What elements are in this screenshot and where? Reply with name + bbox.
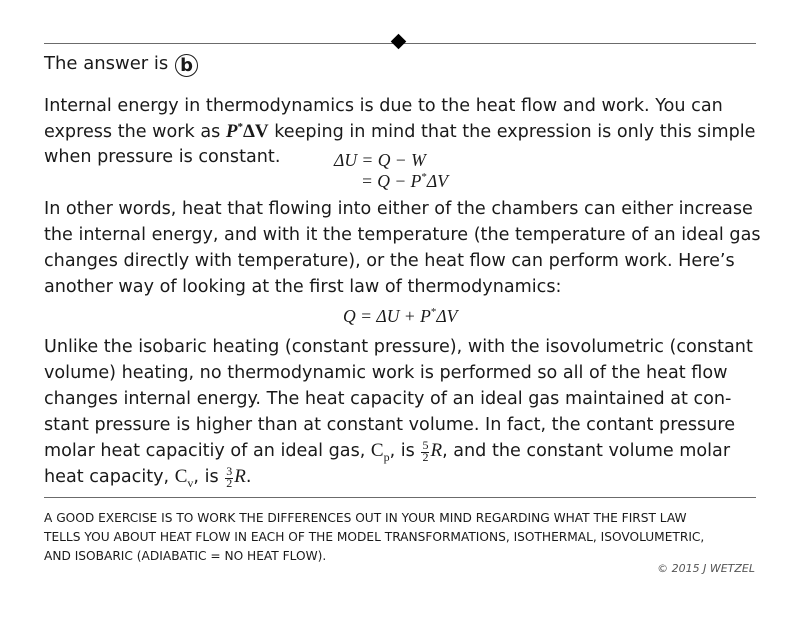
answer-choice-circle: b — [175, 54, 198, 77]
paragraph2-line1: In other words, heat that flowing into either of the chambers can either increase — [44, 199, 753, 219]
cp-letter: C — [370, 440, 384, 461]
equation1-row2 — [361, 171, 448, 191]
copyright-credit: © 2015 J WETZEL — [657, 562, 755, 575]
cv-fraction-denominator: 2 — [226, 476, 233, 490]
equation2 — [343, 306, 457, 326]
equation1-row1: ΔU = Q − W — [334, 150, 426, 170]
paragraph2-line2: the internal energy, and with it the temperature (the temperature of an ideal gas — [44, 225, 761, 245]
paragraph3-line6-before: heat capacity, — [44, 467, 175, 487]
paragraph3-line1: Unlike the isobaric heating (constant pressure), with the isovolumetric (constant — [44, 337, 753, 357]
paragraph3-line4: stant pressure is higher than at constant volume. In fact, the contant pressure — [44, 415, 736, 435]
paragraph3-line6-mid: , is — [193, 467, 225, 487]
exercise-note-line3: AND ISOBARIC (ADIABATIC = NO HEAT FLOW). — [44, 549, 327, 563]
paragraph3-line5 — [44, 440, 730, 462]
cp-fraction-numerator: 5 — [422, 438, 429, 452]
answer-line — [44, 53, 198, 77]
paragraph2-line4: another way of looking at the first law of thermodynamics: — [44, 277, 562, 297]
paragraph3-line5-mid: , is — [389, 441, 421, 461]
equation1-row2-star: * — [421, 171, 427, 183]
paragraph3-line5-after: , and the constant volume molar — [442, 441, 731, 461]
work-expression-dv: ΔV — [242, 121, 269, 142]
answer-prefix: The answer is — [44, 53, 169, 74]
paragraph3-line3: changes internal energy. The heat capacity of an ideal gas maintained at con- — [44, 389, 732, 409]
equation1-row2-suffix: ΔV — [426, 171, 448, 191]
exercise-note-line2: TELLS YOU ABOUT HEAT FLOW IN EACH OF THE MODEL TRANSFORMATIONS, ISOTHERMAL, ISOVOLUMETRIC, — [44, 530, 705, 544]
equation2-star: * — [430, 306, 437, 318]
cv-fraction — [224, 466, 234, 488]
paragraph1-line2-before: express the work as — [44, 122, 226, 142]
cp-subscript: p — [383, 450, 390, 464]
work-expression-star: * — [237, 121, 243, 133]
cp-symbol — [370, 440, 390, 464]
work-expression-p: P — [225, 121, 238, 142]
exercise-note — [44, 509, 760, 566]
bottom-divider — [44, 497, 756, 498]
equation2-prefix: Q = ΔU + P — [343, 306, 431, 326]
cv-letter: C — [174, 466, 188, 487]
paragraph1-line2 — [44, 121, 755, 143]
paragraph1-line1: Internal energy in thermodynamics is due to the heat flow and work. You can — [44, 96, 723, 116]
cp-fraction-denominator: 2 — [422, 450, 429, 464]
exercise-note-line1: A GOOD EXERCISE IS TO WORK THE DIFFERENCES OUT IN YOUR MIND REGARDING WHAT THE FIRST LAW — [44, 511, 687, 525]
cp-gas-constant: R — [430, 440, 443, 461]
paragraph2-line3: changes directly with temperature), or the heat flow can perform work. Here’s — [44, 251, 735, 271]
paragraph1-line3: when pressure is constant. — [44, 147, 281, 167]
paragraph3-line2: volume) heating, no thermodynamic work is performed so all of the heat flow — [44, 363, 728, 383]
work-expression — [226, 121, 269, 142]
paragraph3-line6-end: . — [245, 467, 252, 487]
cv-subscript: v — [187, 476, 194, 490]
paragraph3-line6 — [44, 466, 251, 488]
cp-fraction — [420, 440, 430, 462]
cv-symbol — [174, 466, 194, 490]
equation2-suffix: ΔV — [436, 306, 458, 326]
cv-fraction-numerator: 3 — [226, 464, 233, 478]
diamond-ornament-icon — [391, 34, 407, 50]
paragraph1-line2-after: keeping in mind that the expression is only this simple — [268, 122, 756, 142]
paragraph3-line5-before: molar heat capacitiy of an ideal gas, — [44, 441, 371, 461]
cv-gas-constant: R — [234, 466, 246, 487]
equation1-row2-prefix: = Q − P — [361, 171, 422, 191]
